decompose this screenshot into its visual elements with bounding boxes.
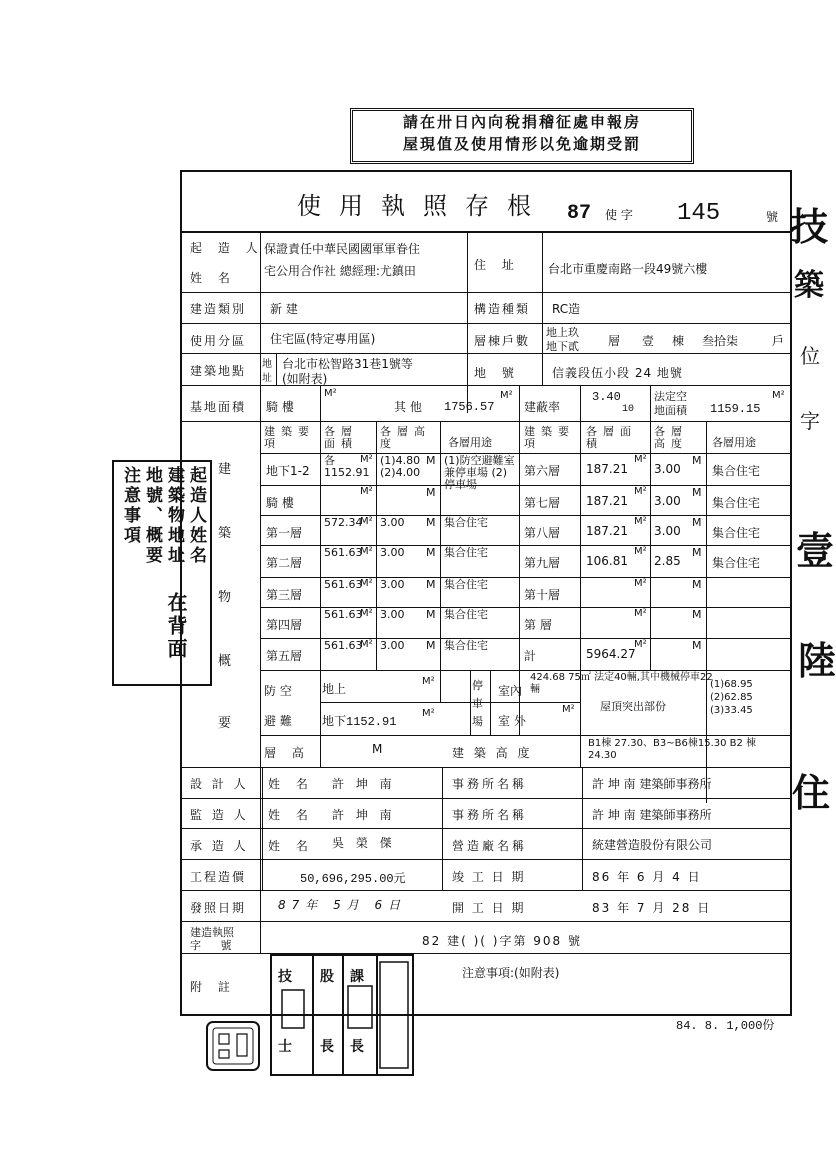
ov-area-unit: M²: [360, 578, 373, 589]
shelter-below-unit: M²: [422, 708, 435, 719]
ov-area-r-unit: M²: [634, 639, 647, 650]
remarks-value: 注意事項:(如附表): [462, 966, 560, 980]
legal-label1: 法定空: [654, 390, 687, 403]
ov-area-r-unit: M²: [634, 516, 647, 527]
ov-height-unit: M: [426, 454, 436, 467]
builder-name-label: 姓 名: [190, 271, 236, 285]
ov-use: 集合住宅: [444, 578, 488, 591]
footer-print-info: 84. 8. 1,000份: [676, 1019, 775, 1033]
start-label: 開 工 日 期: [452, 901, 526, 915]
ov-height-r: 3.00: [654, 462, 681, 476]
ov-height: 3.00: [380, 608, 405, 621]
top-notice-line1: 請在卅日內向稅捐稽征處申報房: [402, 113, 641, 131]
site-label: 建築地點: [190, 364, 247, 378]
cost-label: 工程造價: [190, 870, 247, 884]
supervisor-office: 許 坤 南 建築師事務所: [592, 808, 712, 822]
ov-height-r-unit: M: [692, 639, 702, 652]
seal-char-4: 長: [320, 1039, 334, 1055]
overview-side-1: 建: [218, 462, 232, 477]
ov-area: 561.63: [324, 608, 363, 621]
ov-height: 3.00: [380, 578, 405, 591]
ov-use-r: 集合住宅: [712, 556, 761, 570]
hdr-area-r: 各層面積: [586, 425, 637, 450]
ov-item: 騎 樓: [266, 496, 294, 510]
ov-area-unit: M²: [360, 516, 373, 527]
ov-area-unit: M²: [360, 608, 373, 619]
builder-value-line1: 保證責任中華民國國軍軍眷住: [264, 242, 421, 256]
ov-use: 集合住宅: [444, 546, 488, 559]
hdr-item-r: 建築要項: [524, 425, 575, 450]
lot-label: 地 號: [474, 366, 520, 380]
legal-value: 1159.15: [710, 402, 761, 416]
shelter-label1: 防 空: [264, 684, 292, 698]
start-value: 83 年 7 月 28 日: [592, 901, 712, 915]
legal-unit: M²: [772, 390, 785, 401]
build-type-label: 建造類別: [190, 302, 247, 316]
ov-height-r: 3.00: [654, 524, 681, 538]
permit-value: 82 建( )( )字第 908 號: [422, 934, 582, 948]
ov-height-unit: M: [426, 516, 436, 529]
side-notice-col2: 建築物地址: [164, 466, 184, 566]
build-type-value: 新 建: [270, 302, 298, 316]
zoning-value: 住宅區(特定專用區): [270, 332, 376, 346]
ov-use: (1)防空避難室 兼停車場 (2)停車場: [444, 454, 515, 491]
top-notice-stamp: [350, 108, 694, 164]
ov-item-r: 第八層: [524, 526, 561, 540]
permit-label2: 字 號: [190, 939, 240, 952]
permit-label1: 建造執照: [190, 926, 234, 939]
ov-height-r-unit: M: [692, 608, 702, 621]
building-height-label: 建 築 高 度: [452, 746, 533, 760]
supervisor-label: 監 造 人: [190, 808, 249, 822]
ov-item-r: 第十層: [524, 588, 561, 602]
side-notice-box: [112, 460, 212, 686]
other-value: 1756.57: [444, 400, 495, 414]
ov-use: 集合住宅: [444, 608, 488, 621]
ov-use-r: 集合住宅: [712, 464, 761, 478]
ov-height-r-unit: M: [692, 546, 702, 559]
outdoor-label: 室 外: [498, 714, 526, 728]
ov-use: 集合住宅: [444, 639, 488, 652]
ov-area-r-unit: M²: [634, 454, 647, 465]
ov-area-r: 187.21: [586, 494, 628, 508]
floor-height-unit: M: [372, 742, 383, 756]
ov-area-r-unit: M²: [634, 608, 647, 619]
ov-area: 572.34: [324, 516, 363, 529]
coverage-value: 3.40: [592, 390, 621, 404]
ov-area: 561.63: [324, 639, 363, 652]
ov-area-unit: M²: [360, 486, 373, 497]
issue-value: 87年 5月 6日: [278, 898, 407, 912]
ov-area-r: 187.21: [586, 462, 628, 476]
ov-item: 地下1-2: [266, 464, 310, 478]
license-word: 使 字: [605, 208, 633, 222]
side-notice-back: 在背面: [164, 592, 188, 661]
ov-height: 3.00: [380, 639, 405, 652]
license-year: 87: [567, 202, 592, 225]
site-addr-tag1: 地: [262, 359, 272, 370]
site-addr-tag2: 址: [262, 373, 272, 384]
ov-area-r-unit: M²: [634, 486, 647, 497]
shelter-below: 地下1152.91: [322, 715, 397, 729]
arcade-label: 騎 樓: [266, 400, 294, 414]
lot-value: 信義段伍小段 24 地號: [552, 366, 683, 380]
designer-label: 設 計 人: [190, 777, 249, 791]
ov-item-r: 第六層: [524, 464, 561, 478]
other-label: 其 他: [394, 400, 422, 414]
seal-char-3: 股: [320, 969, 334, 985]
seal-char-5: 課: [350, 969, 364, 985]
approval-seal-block: [270, 954, 414, 1076]
done-label: 竣 工 日 期: [452, 870, 526, 884]
supervisor-office-label: 事務所名稱: [452, 808, 528, 822]
overview-side-5: 要: [218, 716, 232, 731]
area-label: 基地面積: [190, 400, 247, 414]
hdr-area: 各層面積: [324, 425, 358, 450]
issue-label: 發照日期: [190, 901, 247, 915]
arcade-unit: M²: [324, 388, 337, 399]
address-value: 台北市重慶南路一段49號六樓: [548, 262, 708, 276]
ov-height-unit: M: [426, 546, 436, 559]
parking-label: 停 車 場: [472, 679, 483, 728]
ov-item: 第四層: [266, 618, 303, 632]
site-addr-line1: 台北市松智路31巷1號等: [282, 357, 413, 371]
shelter-label2: 避 難: [264, 714, 292, 728]
floors-hu: 戶: [772, 334, 785, 348]
building-height-value: B1棟 27.30、B3~B6棟15.30 B2 棟 24.30: [588, 738, 757, 761]
ov-area-unit: M²: [360, 639, 373, 650]
ov-height-unit: M: [426, 608, 436, 621]
ov-item-r: 第七層: [524, 496, 561, 510]
address-label: 住 址: [474, 258, 520, 272]
side-notice-col1: 起造人姓名: [186, 466, 206, 566]
ov-item-r: 第九層: [524, 556, 561, 570]
ov-height-r: 2.85: [654, 554, 681, 568]
hdr-item: 建築要項: [264, 425, 315, 450]
right-fragment-2: 築: [794, 268, 824, 303]
ov-height-r-unit: M: [692, 486, 702, 499]
right-fragment-7: 住: [792, 770, 831, 815]
outdoor-unit: M²: [562, 704, 575, 715]
red-square-seal: [205, 1020, 261, 1072]
ov-height: 3.00: [380, 546, 405, 559]
seal-char-2: 士: [278, 1039, 292, 1055]
remarks-label: 附 註: [190, 980, 236, 994]
coverage-den: 10: [622, 404, 635, 415]
floors-hu-count: 叁拾柒: [702, 334, 739, 348]
ov-use-r: 集合住宅: [712, 526, 761, 540]
ov-area: 各 1152.91: [324, 454, 370, 479]
zoning-label: 使用分區: [190, 334, 247, 348]
ov-height: (1)4.80 (2)4.00: [380, 454, 421, 479]
side-notice-col4: 注意事項: [120, 466, 140, 546]
builder-value-line2: 宅公用合作社 總經理:尤鎮田: [264, 264, 416, 278]
license-number: 145: [677, 200, 721, 227]
designer-office-label: 事務所名稱: [452, 777, 528, 791]
overview-side-4: 概: [218, 654, 232, 669]
indoor-label: 室內: [498, 684, 523, 698]
contractor-label: 承 造 人: [190, 839, 249, 853]
ov-area-r: 106.81: [586, 554, 628, 568]
ov-height-unit: M: [426, 486, 436, 499]
ov-item-r: 第 層: [524, 618, 552, 632]
ov-item: 第一層: [266, 526, 303, 540]
ov-area-unit: M²: [360, 546, 373, 557]
ov-area-r: 5964.27: [586, 647, 636, 661]
right-fragment-3: 位: [800, 344, 820, 368]
ov-area-r: 187.21: [586, 524, 628, 538]
ov-height-r-unit: M: [692, 578, 702, 591]
hdr-use-r: 各層用途: [712, 436, 756, 449]
ov-item: 第三層: [266, 588, 303, 602]
shelter-above-unit: M²: [422, 676, 435, 687]
hdr-height: 各層高度: [380, 425, 431, 450]
page-title: 使用執照存根: [297, 192, 549, 220]
legal-label2: 地面積: [654, 404, 687, 417]
floors-ceng: 層: [608, 334, 621, 348]
ov-area: 561.63: [324, 578, 363, 591]
seal-stamp-marks: [272, 956, 412, 1074]
seal-char-1: 技: [278, 969, 292, 985]
ov-height-unit: M: [426, 639, 436, 652]
ov-area: 561.63: [324, 546, 363, 559]
structure-label: 構造種類: [474, 302, 531, 316]
floors-above: 地上玖: [546, 326, 579, 339]
indoor-value: 424.68 75㎡ 法定40輛,其中機械停車22輛: [530, 672, 713, 695]
ov-height-unit: M: [426, 578, 436, 591]
contractor-office: 統建營造股份有限公司: [592, 838, 713, 852]
hdr-use: 各層用途: [448, 436, 492, 449]
builder-label: 起 造 人: [190, 241, 264, 255]
done-value: 86 年 6 月 4 日: [592, 870, 702, 884]
seal-char-6: 長: [350, 1039, 364, 1055]
roof-vals: (1)68.95 (2)62.85 (3)33.45: [710, 679, 753, 716]
cost-value: 50,696,295.00元: [300, 872, 406, 886]
right-fragment-4: 字: [800, 409, 820, 433]
right-fragment-6: 陸: [798, 638, 836, 683]
floors-dong: 棟: [672, 334, 685, 348]
floor-height-label: 層 高: [264, 746, 310, 760]
top-notice-line2: 屋現值及使用情形以免逾期受罰: [402, 135, 641, 153]
ov-item: 第五層: [266, 649, 303, 663]
coverage-label: 建蔽率: [524, 400, 561, 414]
floors-below: 地下貳: [546, 340, 579, 353]
designer-office: 許 坤 南 建築師事務所: [592, 777, 712, 791]
license-suffix: 號: [766, 210, 779, 224]
ov-item-r: 計: [524, 649, 537, 663]
designer-name: 許 坤 南: [332, 777, 396, 791]
supervisor-name: 許 坤 南: [332, 808, 396, 822]
contractor-office-label: 營造廠名稱: [452, 839, 528, 853]
designer-name-label: 姓 名: [268, 777, 314, 791]
license-sheet: [180, 170, 792, 1016]
ov-area-r-unit: M²: [634, 546, 647, 557]
ov-height-r-unit: M: [692, 454, 702, 467]
ov-height-r-unit: M: [692, 516, 702, 529]
contractor-name-label: 姓 名: [268, 839, 314, 853]
floors-label: 層棟戶數: [474, 334, 531, 348]
ov-item: 第二層: [266, 556, 303, 570]
hdr-height-r: 各層高度: [654, 425, 688, 450]
ov-area-unit: M²: [360, 454, 373, 465]
ov-area-r-unit: M²: [634, 578, 647, 589]
shelter-above: 地上: [322, 682, 347, 696]
floors-dong-count: 壹: [642, 334, 655, 348]
contractor-name: 吳 榮 傑: [332, 836, 396, 850]
ov-use-r: 集合住宅: [712, 496, 761, 510]
roof-note: 屋頂突出部份: [600, 700, 666, 713]
supervisor-name-label: 姓 名: [268, 808, 314, 822]
ov-height-r: 3.00: [654, 494, 681, 508]
other-unit: M²: [500, 390, 513, 401]
side-notice-col3: 地號、概要: [142, 466, 162, 566]
right-fragment-1: 技: [790, 204, 829, 249]
ov-use: 集合住宅: [444, 516, 488, 529]
ov-height: 3.00: [380, 516, 405, 529]
structure-value: RC造: [552, 302, 581, 316]
right-fragment-5: 壹: [796, 528, 835, 573]
site-addr-line2: (如附表): [282, 372, 328, 386]
overview-side-2: 築: [218, 526, 232, 541]
overview-side-3: 物: [218, 590, 232, 605]
